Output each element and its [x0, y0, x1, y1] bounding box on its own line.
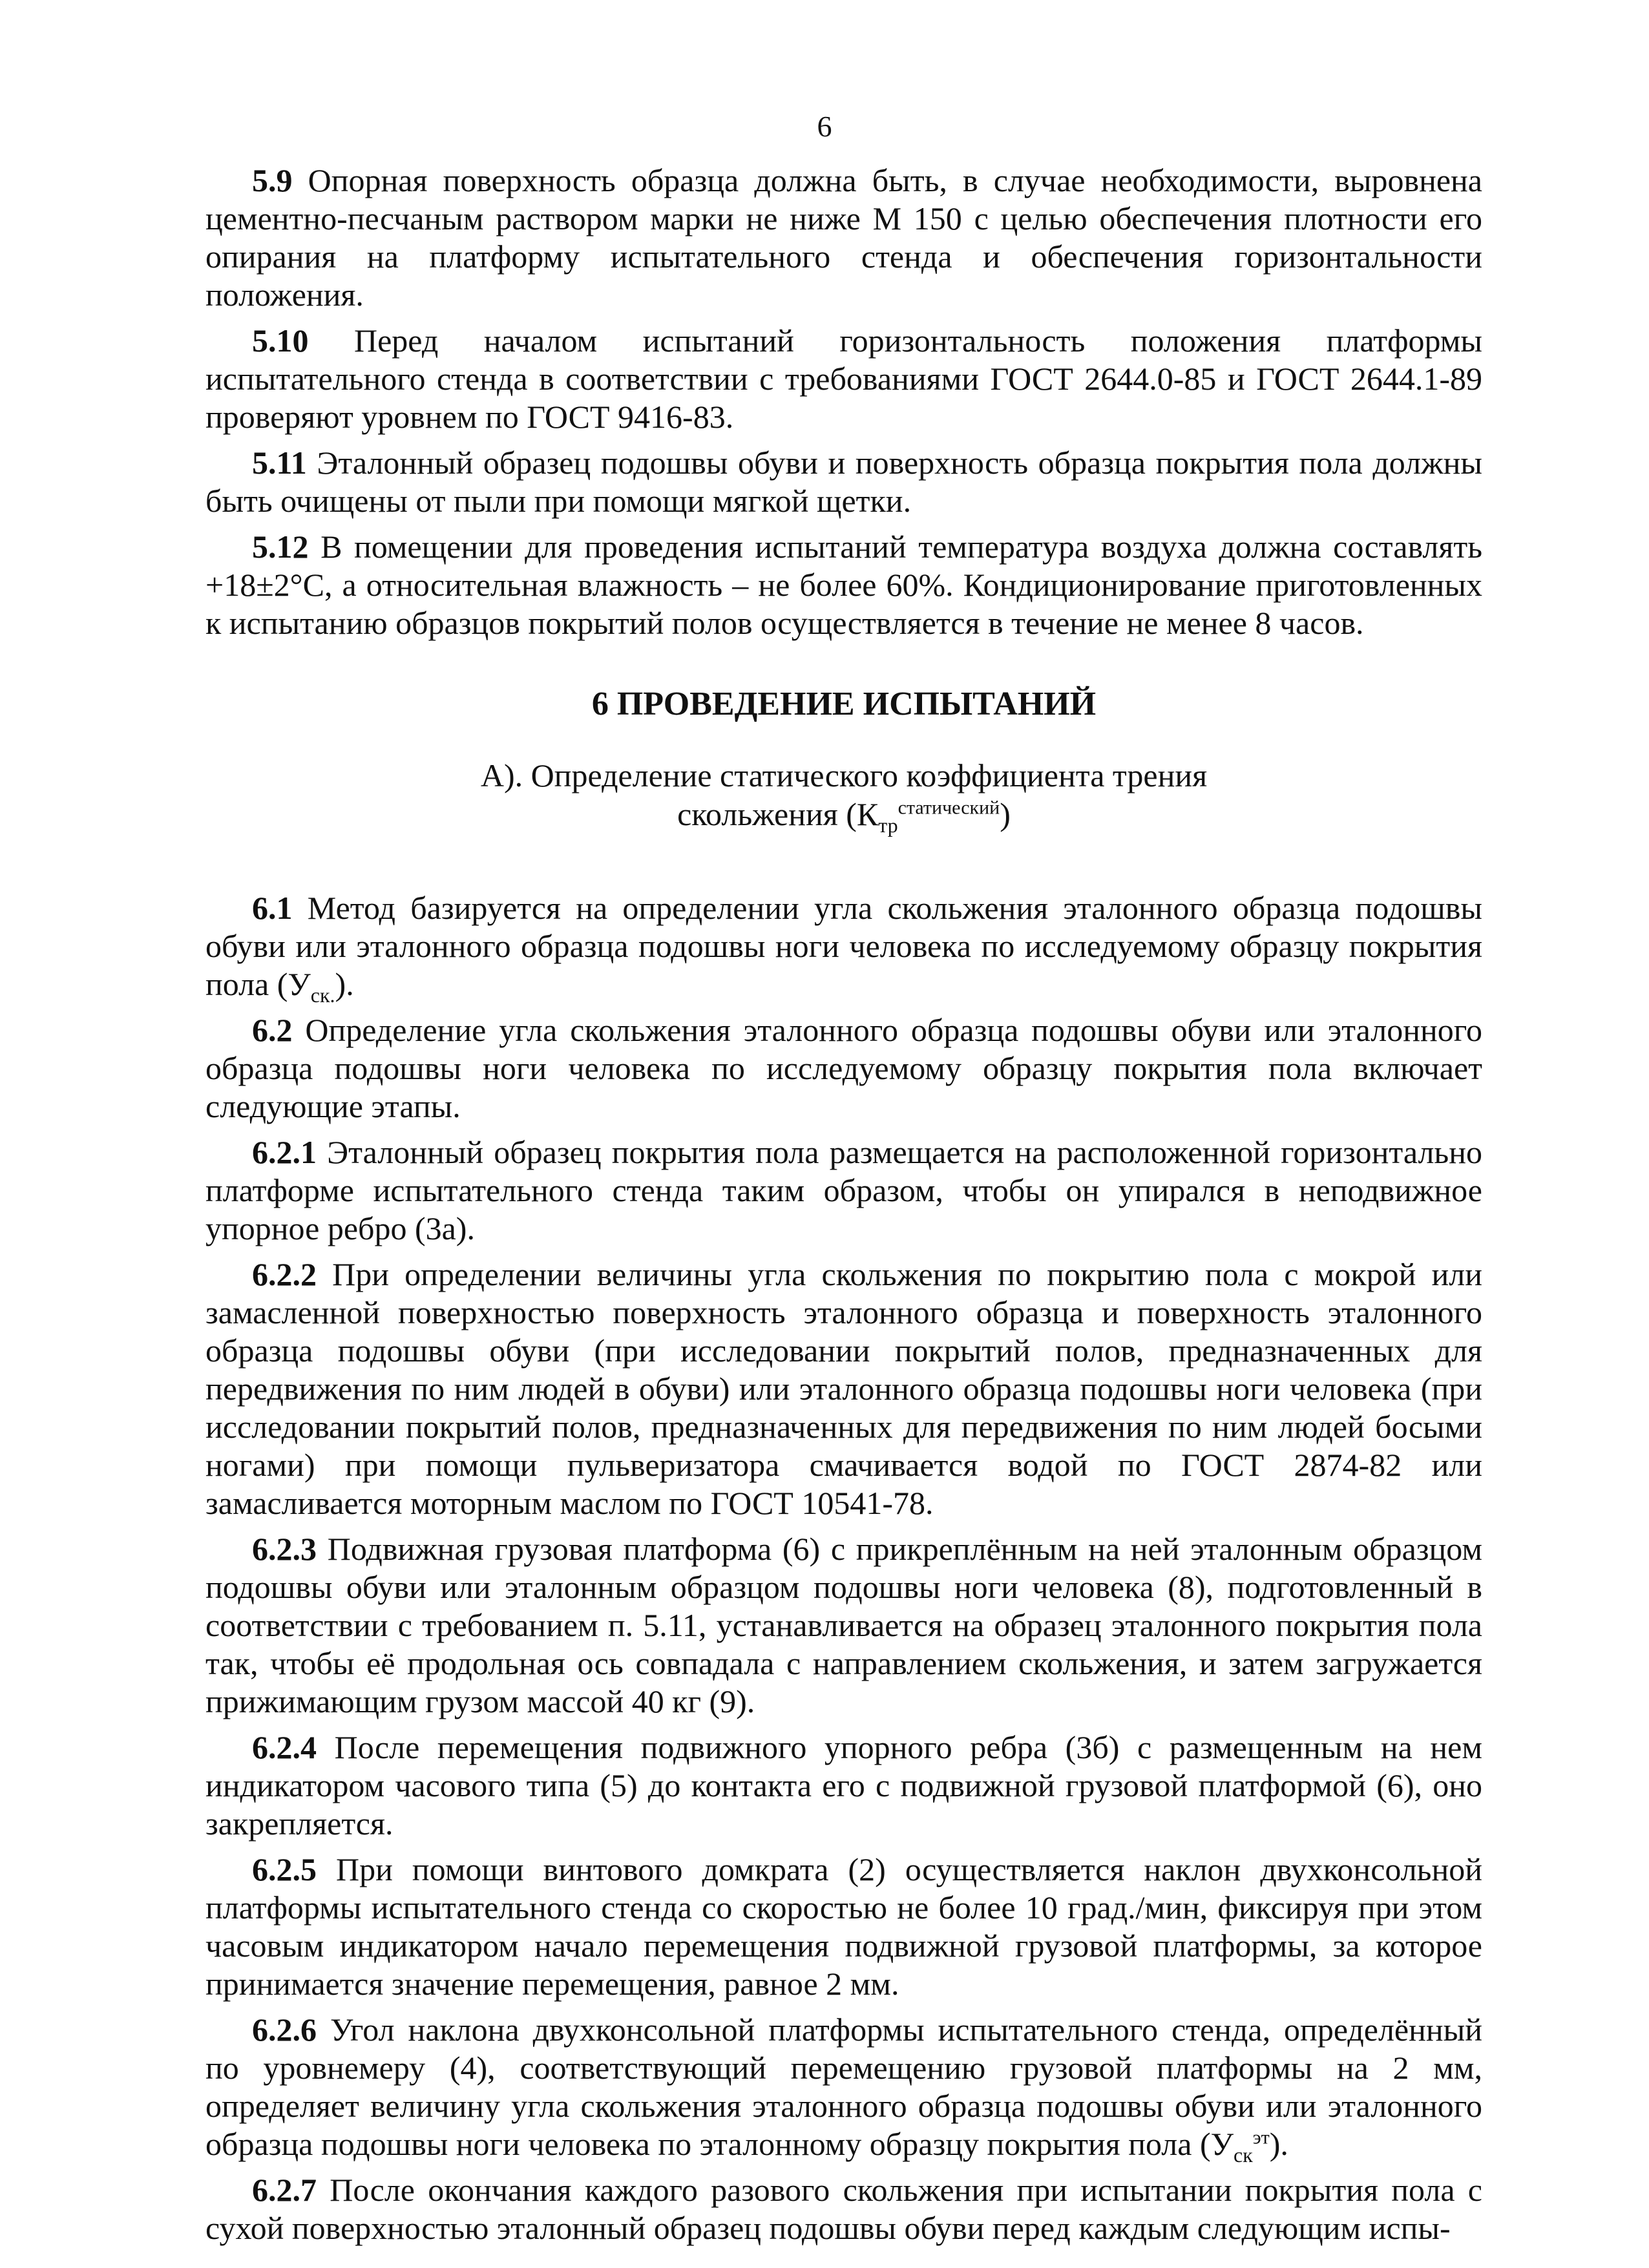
paragraph-tail: ). — [1269, 2126, 1288, 2162]
superscript: эт — [1252, 2126, 1270, 2148]
item-number: 6.2.3 — [252, 1531, 317, 1567]
subsection-text-end: ) — [1000, 796, 1011, 832]
paragraph-6-2 — [205, 1011, 1482, 1126]
section-title: 6 ПРОВЕДЕНИЕ ИСПЫТАНИЙ — [591, 686, 1097, 722]
page-number: 6 — [817, 110, 832, 143]
subscript: тр — [878, 814, 898, 837]
paragraph-6-1 — [205, 889, 1482, 1007]
item-number: 6.2.1 — [252, 1134, 317, 1170]
subsection-line-2 — [205, 795, 1482, 837]
paragraph-6-2-3 — [205, 1530, 1482, 1721]
subscript: ск. — [310, 983, 335, 1007]
paragraph-text: После перемещения подвижного упорного ребра (3б) с размещенным на нем индикатором часового типа (5) до контакта его с подвижной грузовой платформой (6), оно закрепляется. — [205, 1729, 1482, 1842]
paragraph-6-2-5 — [205, 1851, 1482, 2003]
paragraph-6-2-2 — [205, 1255, 1482, 1522]
item-number: 5.10 — [252, 322, 309, 359]
paragraph-tail: ). — [335, 966, 354, 1002]
paragraph-text: Эталонный образец подошвы обуви и поверхность образца покрытия пола должны быть очищены от пыли при помощи мягкой щетки. — [205, 445, 1482, 519]
paragraph-6-2-7 — [205, 2171, 1482, 2247]
subsection-line-1: А). Определение статического коэффициента трения — [480, 757, 1208, 793]
subsection-heading — [205, 756, 1482, 837]
item-number: 6.1 — [252, 890, 293, 926]
paragraph-6-2-1 — [205, 1133, 1482, 1248]
paragraph-6-2-4 — [205, 1728, 1482, 1843]
superscript: статический — [898, 797, 1000, 819]
paragraph-5-11 — [205, 444, 1482, 520]
paragraph-5-10 — [205, 322, 1482, 436]
paragraph-text: Метод базируется на определении угла скольжения эталонного образца подошвы обуви или эталонного образца подошвы ноги человека по исследуемому образцу покрытия пола (У — [205, 890, 1482, 1002]
item-number: 6.2.5 — [252, 1851, 317, 1887]
item-number: 6.2.7 — [252, 2172, 317, 2208]
item-number: 6.2.2 — [252, 1256, 317, 1292]
paragraph-text: При помощи винтового домкрата (2) осуществляется наклон двухконсольной платформы испытательного стенда со скоростью не более 10 град./мин, фиксируя при этом часовым индикатором начало перемещения подвижной грузовой платформы, за которое принимается значение перемещения, равное 2 мм. — [205, 1851, 1482, 2002]
item-number: 6.2.4 — [252, 1729, 317, 1765]
paragraph-text: Перед началом испытаний горизонтальность положения платформы испытательного стенда в соответствии с требованиями ГОСТ 2644.0-85 и ГОСТ 2644.1-89 проверяют уровнем по ГОСТ 9416-83. — [205, 322, 1482, 435]
item-number: 5.9 — [252, 162, 293, 198]
paragraph-text: После окончания каждого разового скольжения при испытании покрытия пола с сухой поверхностью эталонный образец подошвы обуви перед каждым следующим испы- — [205, 2172, 1482, 2246]
document-body — [205, 162, 1482, 2255]
item-number: 5.12 — [252, 529, 309, 565]
item-number: 5.11 — [252, 445, 307, 481]
paragraph-6-2-6 — [205, 2011, 1482, 2167]
paragraph-text: Опорная поверхность образца должна быть, в случае необходимости, выровнена цементно-песчаным раствором марки не ниже М 150 с целью обеспечения плотности его опирания на платформу испытательного стенда и обеспечения горизонтальности положения. — [205, 162, 1482, 313]
subsection-text: скольжения (К — [677, 796, 879, 832]
item-number: 6.2.6 — [252, 2011, 317, 2048]
paragraph-text: Эталонный образец покрытия пола размещается на расположенной горизонтально платформе испытательного стенда таким образом, чтобы он упирался в неподвижное упорное ребро (3а). — [205, 1134, 1482, 1246]
paragraph-text: Угол наклона двухконсольной платформы испытательного стенда, определённый по уровнемеру (4), соответствующий перемещению грузовой платформы на 2 мм, определяет величину угла скольжения эталонного образца подошвы обуви или эталонного образца подошвы ноги человека по эталонному образцу покрытия пола (У — [205, 2011, 1482, 2162]
item-number: 6.2 — [252, 1012, 293, 1048]
paragraph-5-9 — [205, 162, 1482, 314]
paragraph-text: Определение угла скольжения эталонного образца подошвы обуви или эталонного образца подошвы ноги человека по исследуемому образцу покрытия пола включает следующие этапы. — [205, 1012, 1482, 1124]
subscript: ск — [1234, 2143, 1253, 2167]
paragraph-5-12 — [205, 528, 1482, 642]
paragraph-text: Подвижная грузовая платформа (6) с прикреплённым на ней эталонным образцом подошвы обуви или эталонным образцом подошвы ноги человека (8), подготовленный в соответствии с требованием п. 5.11, устанавливается на образец эталонного покрытия пола так, чтобы её продольная ось совпадала с направлением скольжения, и затем загружается прижимающим грузом массой 40 кг (9). — [205, 1531, 1482, 1719]
paragraph-text: В помещении для проведения испытаний температура воздуха должна составлять +18±2°С, а относительная влажность – не более 60%. Кондиционирование приготовленных к испытанию образцов покрытий полов осуществляется в течение не менее 8 часов. — [205, 529, 1482, 641]
paragraph-text: При определении величины угла скольжения по покрытию пола с мокрой или замасленной поверхностью поверхность эталонного образца и поверхность эталонного образца подошвы обуви (при исследовании покрытий полов, предназначенных для передвижения по ним людей в обуви) или эталонного образца подошвы ноги человека (при исследовании покрытий полов, предназначенных для передвижения по ним людей босыми ногами) при помощи пульверизатора смачивается водой по ГОСТ 2874-82 или замасливается моторным маслом по ГОСТ 10541-78. — [205, 1256, 1482, 1521]
